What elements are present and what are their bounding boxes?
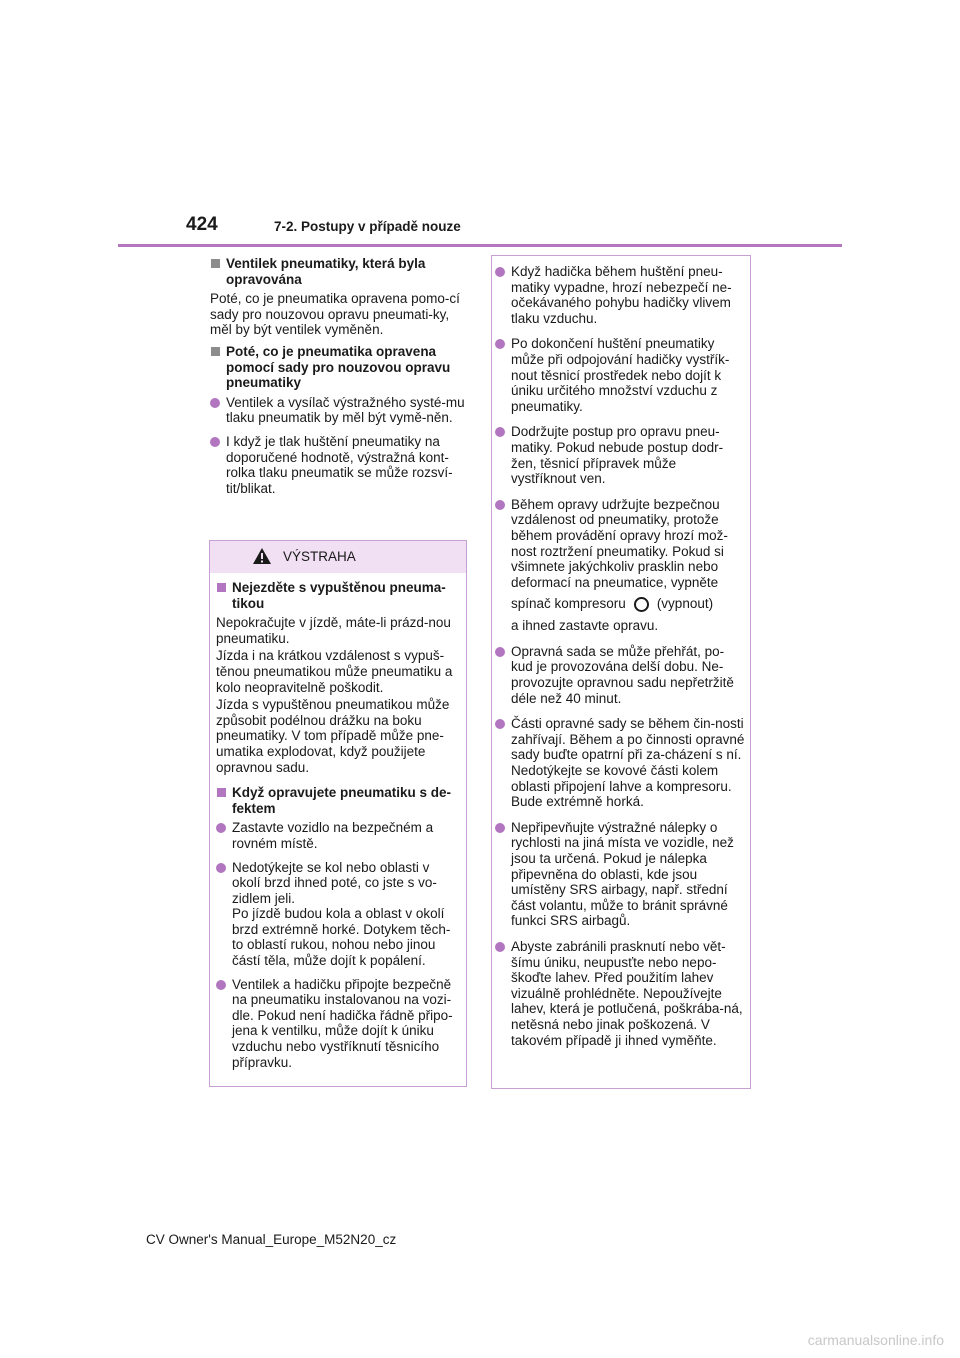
list-item: Dodržujte postup pro opravu pneu-matiky. Pokud nebude postup dodr-žen, těsnicí přípravek může vystříknout ven. bbox=[495, 424, 745, 486]
circle-bullet-icon bbox=[495, 427, 505, 437]
heading-repaired-valve: Ventilek pneumatiky, která byla opravována bbox=[210, 256, 466, 287]
power-icon bbox=[634, 597, 649, 612]
circle-bullet-icon bbox=[495, 339, 505, 349]
list-item: I když je tlak huštění pneumatiky na doporučené hodnotě, výstražná kont-rolka tlaku pneumatik se může rozsví-tit/blikat. bbox=[210, 434, 466, 496]
list-item: Během opravy udržujte bezpečnou vzdálenost od pneumatiky, protože během provádění opravy hrozí mož-nost roztržení pneumatiky. Pokud si všimnete jakýchkoliv prasklin nebo deformací na pneumatice, vypněte spínač kompresoru (vypnout) a ihned zastavte opravu. bbox=[495, 497, 745, 634]
circle-bullet-icon bbox=[495, 823, 505, 833]
circle-bullet-icon bbox=[216, 980, 226, 990]
heading-repair-puncture: Když opravujete pneumatiku s de-fektem bbox=[216, 785, 460, 816]
heading-after-repair: Poté, co je pneumatika opravena pomocí sady pro nouzovou opravu pneumatiky bbox=[210, 344, 466, 391]
circle-bullet-icon bbox=[216, 823, 226, 833]
list-item: Opravná sada se může přehřát, po-kud je provozována delší dobu. Ne-provozujte opravnou sadu nepřetržitě déle než 40 minut. bbox=[495, 644, 745, 706]
circle-bullet-icon bbox=[495, 647, 505, 657]
circle-bullet-icon bbox=[210, 398, 220, 408]
list-item: Části opravné sady se během čin-nosti zahřívají. Během a po činnosti opravné sady buďte opatrní při za-cházení s ní. Nedotýkejte se kovové části kolem oblasti připojení lahve a kompresoru. Bude extrémně horká. bbox=[495, 716, 745, 810]
warning-triangle-icon bbox=[252, 547, 272, 565]
square-bullet-icon bbox=[217, 788, 226, 797]
circle-bullet-icon bbox=[495, 942, 505, 952]
list-item: Nepřipevňujte výstražné nálepky o rychlosti na jiná místa ve vozidle, než jsou ta určená. Pokud je nálepka připevněna do oblasti, kde jsou umístěny SRS airbagy, např. střední část volantu, může to bránit správné funkci SRS airbagů. bbox=[495, 820, 745, 929]
paragraph: Jízda s vypuštěnou pneumatikou může způsobit podélnou drážku na boku pneumatiky. V tom případě může pne-umatika explodovat, když použijete opravnou sadu. bbox=[216, 697, 450, 775]
warning-continued-box bbox=[491, 255, 751, 1089]
section-title: 7-2. Postupy v případě nouze bbox=[274, 219, 461, 234]
list-item: Nedotýkejte se kol nebo oblasti v okolí brzd ihned poté, co jste s vo-zidlem jeli. Po jízdě budou kola a oblast v okolí brzd extrémně horké. Dotykem těch-to oblastí rukou, nohou nebo jinou částí těla, může dojít k popálení. bbox=[216, 860, 460, 969]
paragraph: Jízda i na krátkou vzdálenost s vypuš-těnou pneumatikou může pneumatiku a kolo neopravitelně poškodit. bbox=[216, 648, 453, 695]
paragraph-valve-replace: Poté, co je pneumatika opravena pomo-cí sady pro nouzovou opravu pneumati-ky, měl by být ventilek vyměněn. bbox=[210, 291, 460, 338]
square-bullet-icon bbox=[211, 259, 220, 268]
list-item: Po dokončení huštění pneumatiky může při odpojování hadičky vystřík-nout těsnicí prostředek nebo dojít k úniku určitého množství vzduchu z pneumatiky. bbox=[495, 336, 745, 414]
left-column bbox=[210, 256, 466, 504]
heading-flat-tire: Nejezděte s vypuštěnou pneuma-tikou bbox=[216, 580, 460, 611]
circle-bullet-icon bbox=[210, 437, 220, 447]
footer-manual-name: CV Owner's Manual_Europe_M52N20_cz bbox=[146, 1232, 397, 1247]
circle-bullet-icon bbox=[216, 863, 226, 873]
warning-body bbox=[210, 573, 466, 1070]
circle-bullet-icon bbox=[495, 267, 505, 277]
header-divider bbox=[118, 244, 842, 247]
list-item: Když hadička během huštění pneu-matiky vypadne, hrozí nebezpečí ne-očekávaného pohybu hadičky vlivem tlaku vzduchu. bbox=[495, 264, 745, 326]
warning-title: VÝSTRAHA bbox=[283, 549, 356, 564]
watermark: carmanualsonline.info bbox=[807, 1332, 944, 1348]
list-item: Zastavte vozidlo na bezpečném a rovném místě. bbox=[216, 820, 460, 851]
list-item: Ventilek a hadičku připojte bezpečně na pneumatiku instalovanou na vozi-dle. Pokud není hadička řádně připo-jena k ventilku, může dojít k úniku vzduchu nebo vystříknutí těsnicího přípravku. bbox=[216, 977, 460, 1071]
warning-header bbox=[210, 541, 466, 573]
list-item: Abyste zabránili prasknutí nebo vět-šímu úniku, neupusťte nebo nepo-škoďte lahev. Před použitím lahev vizuálně prohlédněte. Nepoužívejte lahev, která je potlučená, poškrába-ná, netěsná nebo jinak poškozená. V takovém případě ji ihned vyměňte. bbox=[495, 939, 745, 1048]
square-bullet-icon bbox=[211, 347, 220, 356]
circle-bullet-icon bbox=[495, 719, 505, 729]
page-number: 424 bbox=[186, 214, 218, 235]
circle-bullet-icon bbox=[495, 500, 505, 510]
list-item: Ventilek a vysílač výstražného systé-mu tlaku pneumatik by měl být vymě-něn. bbox=[210, 395, 466, 426]
warning-box bbox=[209, 540, 467, 1087]
paragraph: Nepokračujte v jízdě, máte-li prázd-nou pneumatiku. bbox=[216, 615, 451, 646]
square-bullet-icon bbox=[217, 583, 226, 592]
